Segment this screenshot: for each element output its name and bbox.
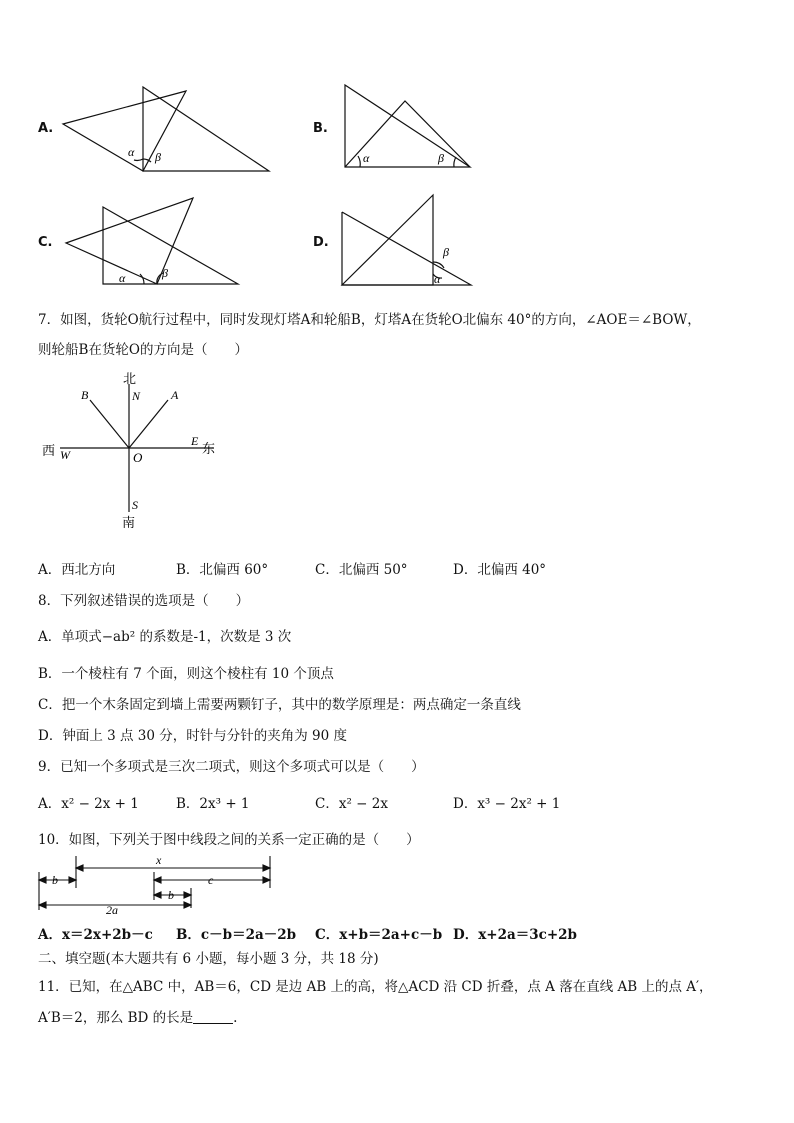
label-east: 东	[202, 441, 216, 456]
ray-ob	[90, 400, 129, 448]
section2-heading: 二、填空题(本大题共有 6 小题，每小题 3 分，共 18 分)	[38, 951, 379, 967]
q6b-alpha: α	[363, 151, 370, 165]
q6-figure-a	[60, 84, 275, 176]
q6d-alpha: α	[434, 272, 441, 286]
q11-line1: 11．已知，在△ABC 中，AB＝6，CD 是边 AB 上的高，将△ACD 沿 CD 折叠，点 A 落在直线 AB 上的点 A′，	[38, 979, 713, 995]
arrow-x-right	[263, 865, 270, 871]
q7-stem-line1: 7．如图，货轮O航行过程中，同时发现灯塔A和轮船B，灯塔A在货轮O北偏东 40°的方向，∠AOE＝∠BOW，	[38, 312, 701, 328]
answer-blank[interactable]	[193, 1009, 233, 1024]
label-b1: b	[52, 873, 58, 887]
q7-compass-figure	[38, 370, 228, 532]
q6-figure-d	[338, 192, 478, 288]
label-W: W	[60, 448, 70, 462]
q7-option-d: D．北偏西 40°	[453, 562, 547, 578]
q6a-triangle-2	[143, 87, 269, 171]
arrow-b2-left	[154, 892, 161, 898]
q6-option-d-label: D.	[313, 235, 329, 250]
q6c-alpha-arc	[140, 274, 144, 284]
label-south: 南	[122, 515, 136, 530]
arrow-b1-right	[69, 877, 76, 883]
q10-option-b: B．c－b＝2a－2b	[176, 927, 297, 943]
q6b-beta-arc	[454, 157, 456, 167]
q8-option-a: A．单项式−ab² 的系数是-1，次数是 3 次	[38, 629, 292, 645]
q6b-alpha-arc	[358, 156, 360, 167]
q10-option-a: A．x＝2x+2b－c	[38, 927, 153, 943]
label-b2: b	[168, 888, 174, 902]
label-N: N	[132, 389, 141, 403]
q6a-beta: β	[155, 150, 161, 164]
arrow-2a-left	[39, 902, 46, 908]
q8-option-b: B．一个棱柱有 7 个面，则这个棱柱有 10 个顶点	[38, 666, 334, 682]
label-A: A	[171, 388, 179, 402]
q6d-triangle-1	[342, 195, 433, 285]
q7-option-a: A．西北方向	[38, 562, 116, 578]
q6d-triangle-2	[342, 212, 471, 285]
q6-option-b-label: B.	[313, 121, 328, 136]
arrow-b2-right	[184, 892, 191, 898]
q10-option-d: D．x+2a＝3c+2b	[453, 927, 577, 943]
q9-option-b: B．2x³ + 1	[176, 796, 250, 812]
q6-figure-b	[338, 82, 478, 172]
q8-option-d: D．钟面上 3 点 30 分，时针与分针的夹角为 90 度	[38, 728, 348, 744]
q9-option-d: D．x³ − 2x² + 1	[453, 796, 561, 812]
q10-segment-figure	[36, 852, 276, 914]
q10-stem: 10．如图，下列关于图中线段之间的关系一定正确的是（ ）	[38, 832, 420, 848]
q6b-beta: β	[438, 151, 444, 165]
label-west: 西	[42, 443, 56, 458]
q7-option-c: C．北偏西 50°	[315, 562, 408, 578]
label-c: c	[208, 873, 214, 887]
q11-line2-text: A′B＝2，那么 BD 的长是	[38, 1010, 194, 1026]
label-O: O	[133, 450, 143, 465]
arrow-x-left	[76, 865, 83, 871]
q6-option-c-label: C.	[38, 235, 53, 250]
q6c-beta: β	[162, 266, 168, 280]
q6d-beta: β	[443, 245, 449, 259]
label-B: B	[81, 388, 89, 402]
arrow-c-right	[263, 877, 270, 883]
label-x: x	[156, 853, 162, 867]
arrow-c-left	[154, 877, 161, 883]
q6-figure-c	[60, 193, 245, 287]
ray-oa	[129, 400, 168, 448]
q6c-triangle-2	[66, 198, 193, 284]
q6a-alpha-arc	[134, 159, 143, 160]
q9-stem: 9．已知一个多项式是三次二项式，则这个多项式可以是（ ）	[38, 759, 425, 775]
q7-option-b: B．北偏西 60°	[176, 562, 269, 578]
label-E: E	[191, 434, 199, 448]
q11-line2-end: .	[233, 1010, 238, 1026]
q11-line2	[38, 1009, 237, 1027]
q6a-alpha: α	[128, 145, 135, 159]
q6-option-a-label: A.	[38, 121, 54, 136]
label-2a: 2a	[106, 903, 118, 914]
arrow-2a-right	[184, 902, 191, 908]
q8-stem: 8．下列叙述错误的选项是（ ）	[38, 593, 250, 609]
label-S: S	[132, 498, 138, 512]
q9-option-c: C．x² − 2x	[315, 796, 388, 812]
arrow-b1-left	[39, 877, 46, 883]
q7-stem-line2: 则轮船B在货轮O的方向是（ ）	[38, 342, 248, 358]
label-north: 北	[123, 371, 137, 386]
q6c-alpha: α	[119, 271, 126, 285]
q10-option-c: C．x+b＝2a+c－b	[315, 927, 443, 943]
q8-option-c: C．把一个木条固定到墙上需要两颗钉子，其中的数学原理是：两点确定一条直线	[38, 697, 521, 713]
q9-option-a: A．x² − 2x + 1	[38, 796, 139, 812]
